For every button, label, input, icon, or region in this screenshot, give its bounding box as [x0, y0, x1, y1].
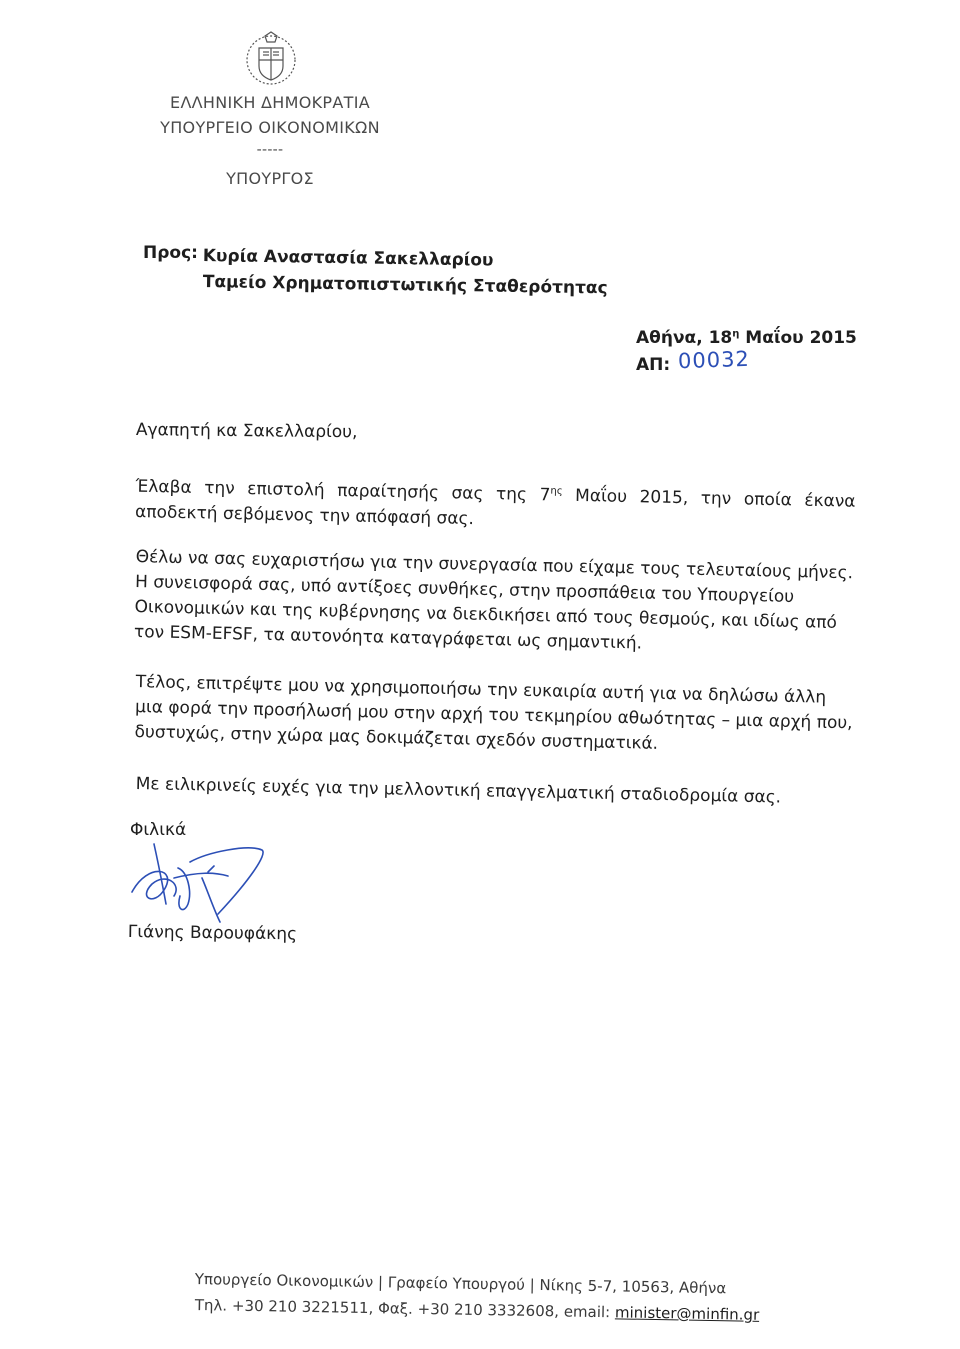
recipient-organization: Ταμείο Χρηματοπιστωτικής Σταθερότητας [202, 272, 608, 299]
footer-contact [195, 1296, 795, 1324]
paragraph-1-sup: ης [550, 485, 563, 497]
paragraph-1-end: Μαΐου 2015, την οποία έκανα αποδεκτή σεβόμενος την απόφασή σας. [134, 485, 856, 529]
reference-number: 00032 [677, 346, 751, 374]
letterhead-office: ΥΠΟΥΡΓΟΣ [226, 169, 314, 188]
greeting: Αγαπητή κα Σακελλαρίου, [135, 419, 358, 443]
coat-of-arms-icon [243, 30, 299, 86]
signoff: Φιλικά [130, 820, 187, 840]
paragraph-2: Θέλω να σας ευχαριστήσω για την συνεργασία που είχαμε τους τελευταίους μήνες. Η συνεισφορά σας, υπό αντίξοες συνθήκες, στην προσπάθεια του Υπουργείου Οικονομικών και της κυβέρνησης να διεκδικήσει από τους θεσμούς, και ιδίως από τον ESM-EFSF, τα αυτονόητα καταγράφεται ως σημαντική. [133, 546, 854, 654]
recipient-name: Κυρία Αναστασία Σακελλαρίου [202, 246, 494, 271]
letter-date [636, 328, 857, 348]
footer-phone-fax: Τηλ. +30 210 3221511, Φαξ. +30 210 3332608, email: [194, 1296, 616, 1322]
date-place: Αθήνα, 18 [636, 328, 733, 348]
paragraph-3: Τέλος, επιτρέψτε μου να χρησιμοποιήσω την ευκαιρία αυτή για να δηλώσω άλλη μια φορά την προσήλωσή μου στην αρχή του τεκμηρίου αθωότητας – μια αρχή που, δυστυχώς, στην χώρα μας δοκιμάζεται σχεδόν συστηματικά. [134, 671, 853, 754]
date-month-year: Μαΐου 2015 [739, 328, 857, 348]
footer-address: Υπουργείο Οικονομικών | Γραφείο Υπουργού | Νίκης 5-7, 10563, Αθήνα [194, 1270, 727, 1298]
paragraph-1-start: Έλαβα την επιστολή παραίτησής σας της 7 [135, 476, 551, 506]
closing-wishes: Με ειλικρινείς ευχές για την μελλοντική επαγγελματική σταδιοδρομία σας. [135, 773, 782, 808]
reference-label: ΑΠ: [636, 355, 671, 375]
paragraph-1 [135, 470, 856, 540]
recipient-label: Προς: [143, 243, 198, 263]
signer-name: Γιάνης Βαρουφάκης [127, 922, 298, 945]
letterhead-ministry: ΥΠΟΥΡΓΕΙΟ ΟΙΚΟΝΟΜΙΚΩΝ [160, 118, 380, 137]
date-day-suffix: η [732, 328, 740, 340]
signature-icon [118, 832, 278, 932]
letterhead-country: ΕΛΛΗΝΙΚΗ ΔΗΜΟΚΡΑΤΙΑ [170, 93, 370, 112]
email-link[interactable]: minister@minfin.gr [614, 1303, 760, 1324]
letterhead-separator: ----- [256, 142, 284, 158]
